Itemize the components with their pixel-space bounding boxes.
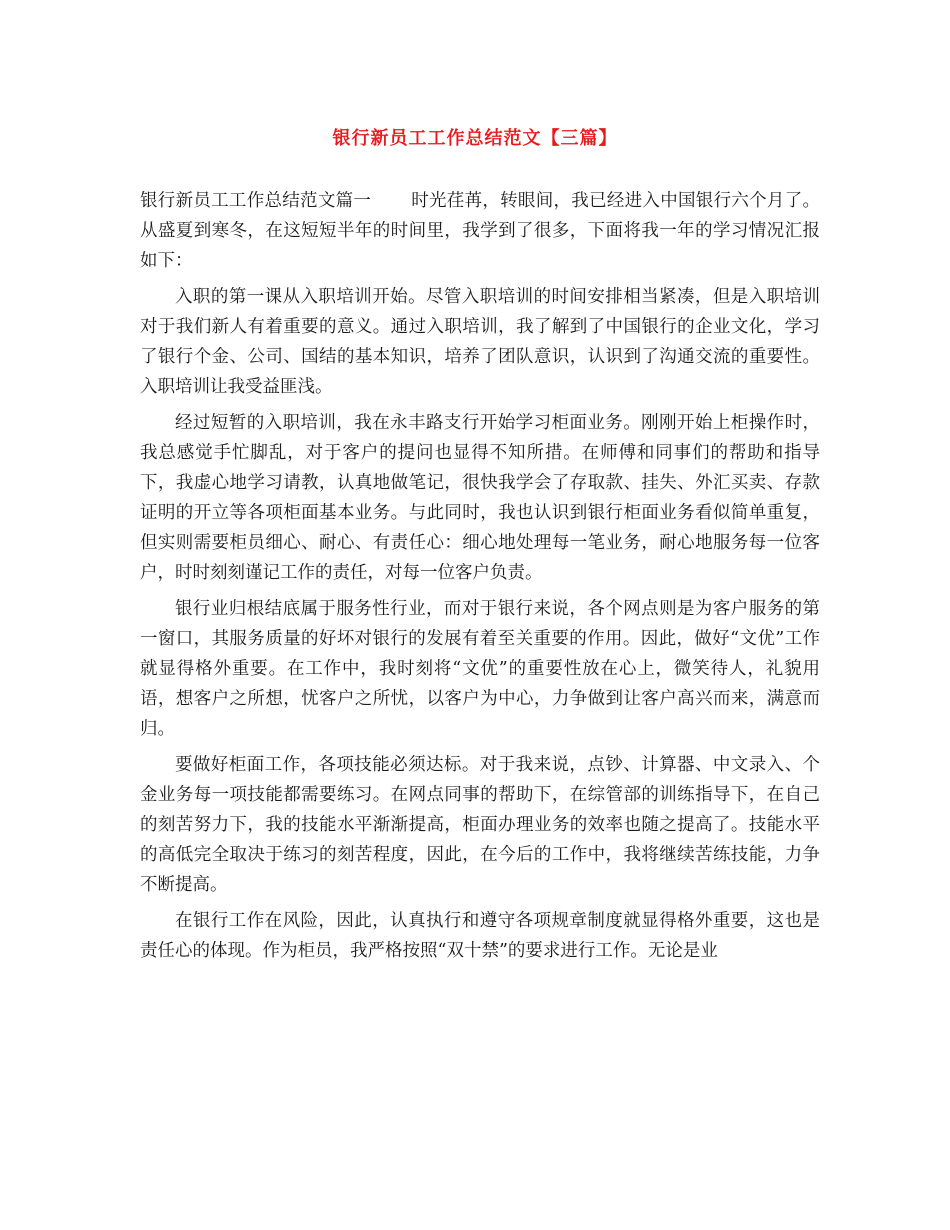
paragraph-2: 入职的第一课从入职培训开始。尽管入职培训的时间安排相当紧凑，但是入职培训对于我们新人有着重要的意义。通过入职培训，我了解到了中国银行的企业文化，学习了银行个金、公司、国结的基本知识，培养了团队意识，认识到了沟通交流的重要性。入职培训让我受益匪浅。 — [140, 287, 820, 397]
paragraph-1 — [140, 186, 820, 276]
paragraph-1-text: 时光荏苒，转眼间，我已经进入中国银行六个月了。从盛夏到寒冬，在这短短半年的时间里，我学到了很多，下面将我一年的学习情况汇报如下： — [140, 191, 821, 271]
document-title: 银行新员工工作总结范文【三篇】 — [332, 128, 618, 149]
paragraph-6: 在银行工作在风险，因此，认真执行和遵守各项规章制度就显得格外重要，这也是责任心的体现。作为柜员，我严格按照“双十禁”的要求进行工作。无论是业 — [140, 911, 820, 961]
paragraph-5: 要做好柜面工作，各项技能必须达标。对于我来说，点钞、计算器、中文录入、个金业务每一项技能都需要练习。在网点同事的帮助下，在综管部的训练指导下，在自己的刻苦努力下，我的技能水平渐渐提高，柜面办理业务的效率也随之提高了。技能水平的高低完全取决于练习的刻苦程度，因此，在今后的工作中，我将继续苦练技能，力争不断提高。 — [140, 755, 820, 895]
paragraph-4: 银行业归根结底属于服务性行业，而对于银行来说，各个网点则是为客户服务的第一窗口，其服务质量的好坏对银行的发展有着至关重要的作用。因此，做好“文优”工作就显得格外重要。在工作中，我时刻将“文优”的重要性放在心上，微笑待人，礼貌用语，想客户之所想，忧客户之所忧，以客户为中心，力争做到让客户高兴而来，满意而归。 — [140, 599, 820, 739]
paragraph-3: 经过短暂的入职培训，我在永丰路支行开始学习柜面业务。刚刚开始上柜操作时，我总感觉手忙脚乱，对于客户的提问也显得不知所措。在师傅和同事们的帮助和指导下，我虚心地学习请教，认真地做笔记，很快我学会了存取款、挂失、外汇买卖、存款证明的开立等各项柜面基本业务。与此同时，我也认识到银行柜面业务看似简单重复，但实则需要柜员细心、耐心、有责任心：细心地处理每一笔业务，耐心地服务每一位客户，时时刻刻谨记工作的责任，对每一位客户负责。 — [140, 413, 820, 583]
section-heading: 银行新员工工作总结范文篇一 — [140, 191, 372, 211]
document-body — [140, 186, 820, 972]
